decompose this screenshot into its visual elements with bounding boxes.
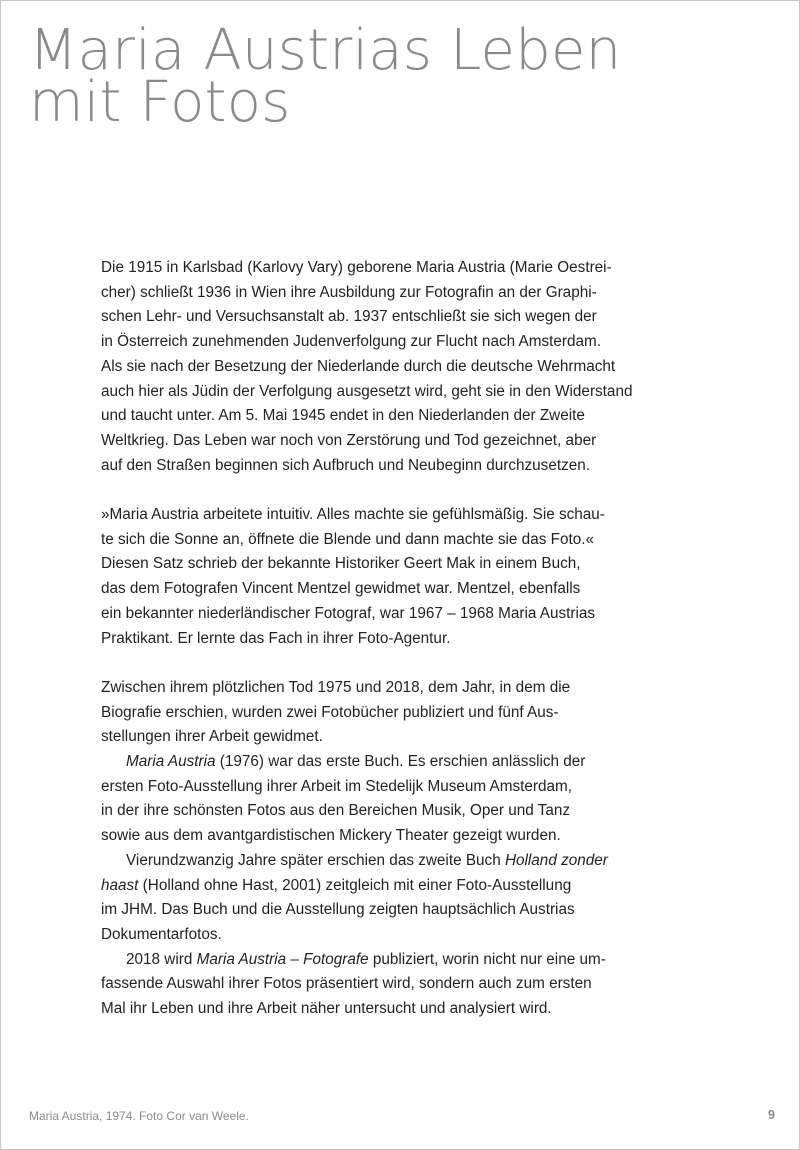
paragraph-3 <box>101 676 661 750</box>
text-line: ein bekannter niederländischer Fotograf, war 1967 – 1968 Maria Austrias <box>101 604 596 622</box>
paragraph-2 <box>101 503 661 651</box>
page-title <box>29 18 622 135</box>
text-line: schen Lehr- und Versuchsanstalt ab. 1937 entschließt sie sich wegen der <box>101 308 597 326</box>
book-title-maria-austria: Maria Austria <box>126 753 216 771</box>
text-line: in Österreich zunehmenden Judenverfolgung zur Flucht nach Amsterdam. <box>101 333 601 351</box>
text-line: te sich die Sonne an, öffnete die Blende und dann machte sie das Foto.« <box>101 530 594 548</box>
photo-caption: Maria Austria, 1974. Foto Cor van Weele. <box>29 1109 249 1123</box>
paragraph-1 <box>101 256 661 478</box>
text-line <box>101 750 661 775</box>
text-line: cher) schließt 1936 in Wien ihre Ausbildung zur Fotografin an der Graphi- <box>101 283 597 301</box>
text-line: Diesen Satz schrieb der bekannte Historiker Geert Mak in einem Buch, <box>101 555 581 573</box>
text-line <box>101 874 661 899</box>
page-number: 9 <box>768 1108 775 1122</box>
text-line: auch hier als Jüdin der Verfolgung ausgesetzt wird, geht sie in den Widerstand <box>101 382 633 400</box>
text-run: (1976) war das erste Buch. Es erschien anlässlich der <box>215 753 586 771</box>
book-title-holland-zonder-haast-cont: haast <box>101 876 139 894</box>
text-line: Zwischen ihrem plötzlichen Tod 1975 und 2018, dem Jahr, in dem die <box>101 678 571 696</box>
text-run: 2018 wird <box>126 950 197 968</box>
text-line: Praktikant. Er lernte das Fach in ihrer Foto-Agentur. <box>101 629 451 647</box>
text-line: und taucht unter. Am 5. Mai 1945 endet in den Niederlanden der Zweite <box>101 407 585 425</box>
text-line: Die 1915 in Karlsbad (Karlovy Vary) geborene Maria Austria (Marie Oestrei- <box>101 259 612 276</box>
paragraph-6 <box>101 948 661 1022</box>
text-line: in der ihre schönsten Fotos aus den Bereichen Musik, Oper und Tanz <box>101 802 571 820</box>
book-title-holland-zonder-haast: Holland zonder <box>504 851 608 869</box>
body-text <box>101 256 661 1022</box>
text-line: Dokumentarfotos. <box>101 925 222 943</box>
text-line: im JHM. Das Buch und die Ausstellung zeigten hauptsächlich Austrias <box>101 901 575 919</box>
text-line: sowie aus dem avantgardistischen Mickery Theater gezeigt wurden. <box>101 827 561 845</box>
paragraph-5 <box>101 849 661 948</box>
text-line: Weltkrieg. Das Leben war noch von Zerstörung und Tod gezeichnet, aber <box>101 431 597 449</box>
text-line: Als sie nach der Besetzung der Niederlande durch die deutsche Wehrmacht <box>101 357 616 375</box>
text-line <box>101 849 661 874</box>
text-line: stellungen ihrer Arbeit gewidmet. <box>101 728 323 746</box>
book-title-maria-austria-fotografe: Maria Austria – Fotografe <box>196 950 369 968</box>
title-line-1: Maria Austrias Leben <box>29 18 622 83</box>
title-line-2: mit Fotos <box>29 70 291 135</box>
text-line: Biografie erschien, wurden zwei Fotobücher publiziert und fünf Aus- <box>101 703 559 721</box>
text-line: fassende Auswahl ihrer Fotos präsentiert wird, sondern auch zum ersten <box>101 975 592 993</box>
text-line <box>101 948 661 973</box>
paragraph-4 <box>101 750 661 849</box>
text-line: auf den Straßen beginnen sich Aufbruch und Neubeginn durchzusetzen. <box>101 456 590 474</box>
text-line: ersten Foto-Ausstellung ihrer Arbeit im Stedelijk Museum Amsterdam, <box>101 777 572 795</box>
text-line: Mal ihr Leben und ihre Arbeit näher untersucht und analysiert wird. <box>101 1000 552 1018</box>
text-line: »Maria Austria arbeitete intuitiv. Alles machte sie gefühlsmäßig. Sie schau- <box>101 506 605 524</box>
text-line: das dem Fotografen Vincent Mentzel gewidmet war. Mentzel, ebenfalls <box>101 580 581 598</box>
text-run: publiziert, worin nicht nur eine um- <box>368 950 606 968</box>
text-run: (Holland ohne Hast, 2001) zeitgleich mit einer Foto-Ausstellung <box>138 876 572 894</box>
text-run: Vierundzwanzig Jahre später erschien das zweite Buch <box>126 851 505 869</box>
